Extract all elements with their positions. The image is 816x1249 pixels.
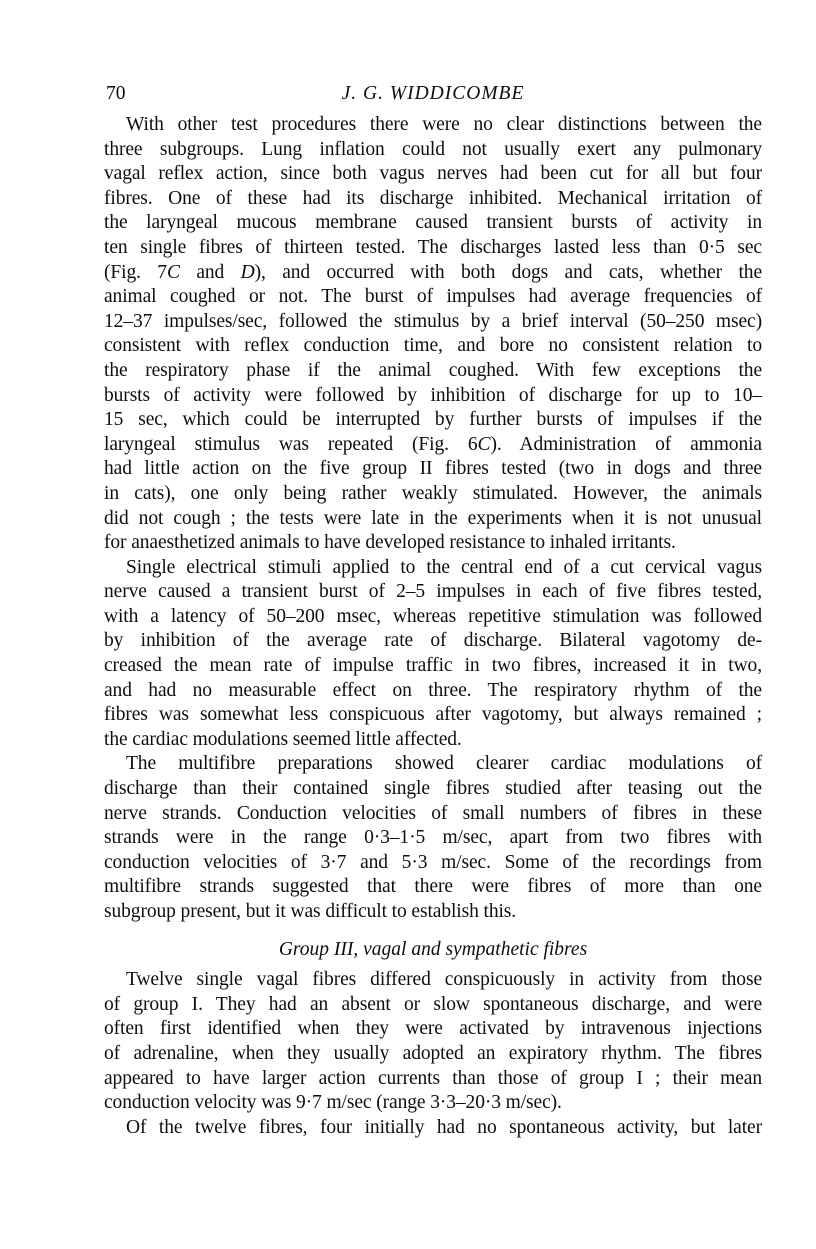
text-line: by inhibition of the average rate of discharge. Bilateral vagotomy de- bbox=[104, 630, 762, 652]
text-line: 15 sec, which could be interrupted by further bursts of impulses if the bbox=[104, 409, 762, 431]
text-line: Single electrical stimuli applied to the central end of a cut cervical vagus bbox=[126, 556, 762, 578]
text-line: Twelve single vagal fibres differed conspicuously in activity from those bbox=[126, 969, 762, 991]
article-body bbox=[104, 113, 762, 1140]
text-line: fibres was somewhat less conspicuous after vagotomy, but always remained ; bbox=[104, 704, 762, 726]
text-line: multifibre strands suggested that there were fibres of more than one bbox=[104, 876, 762, 898]
text-line: 12–37 impulses/sec, followed the stimulus by a brief interval (50–250 msec) bbox=[104, 310, 762, 332]
paragraph bbox=[104, 113, 762, 556]
section-heading: Group III, vagal and sympathetic fibres bbox=[278, 938, 588, 960]
text-line: nerve strands. Conduction velocities of small numbers of fibres in these bbox=[104, 802, 762, 824]
text-line: fibres. One of these had its discharge inhibited. Mechanical irritation of bbox=[104, 187, 762, 209]
paragraph bbox=[104, 968, 762, 1116]
text-line: discharge than their contained single fibres studied after teasing out the bbox=[104, 778, 762, 800]
text-line: the respiratory phase if the animal coughed. With few exceptions the bbox=[104, 359, 762, 381]
text-line: animal coughed or not. The burst of impulses had average frequencies of bbox=[104, 286, 762, 308]
text-line: consistent with reflex conduction time, and bore no consistent relation to bbox=[104, 335, 762, 357]
page-number: 70 bbox=[106, 83, 126, 104]
text-line: three subgroups. Lung inflation could not usually exert any pulmonary bbox=[104, 138, 762, 160]
text-line: the cardiac modulations seemed little affected. bbox=[104, 728, 462, 750]
paragraph bbox=[104, 1116, 762, 1141]
text-line: strands were in the range 0·3–1·5 m/sec, apart from two fibres with bbox=[104, 827, 762, 849]
text-line: did not cough ; the tests were late in the experiments when it is not unusual bbox=[104, 507, 762, 529]
text-line: of group I. They had an absent or slow spontaneous discharge, and were bbox=[104, 993, 762, 1015]
text-line: appeared to have larger action currents than those of group I ; their mean bbox=[104, 1067, 762, 1089]
text-line: in cats), one only being rather weakly stimulated. However, the animals bbox=[104, 482, 762, 504]
text-line: ten single fibres of thirteen tested. The discharges lasted less than 0·5 sec bbox=[104, 236, 762, 258]
text-line: conduction velocity was 9·7 m/sec (range 3·3–20·3 m/sec). bbox=[104, 1092, 562, 1114]
text-line: for anaesthetized animals to have developed resistance to inhaled irritants. bbox=[104, 532, 676, 554]
text-line: of adrenaline, when they usually adopted an expiratory rhythm. The fibres bbox=[104, 1042, 762, 1064]
text-line: with a latency of 50–200 msec, whereas repetitive stimulation was followed bbox=[104, 605, 762, 627]
text-line: nerve caused a transient burst of 2–5 impulses in each of five fibres tested, bbox=[104, 581, 762, 603]
text-line: conduction velocities of 3·7 and 5·3 m/sec. Some of the recordings from bbox=[104, 851, 762, 873]
text-line: and had no measurable effect on three. The respiratory rhythm of the bbox=[104, 679, 762, 701]
text-line: subgroup present, but it was difficult to establish this. bbox=[104, 901, 517, 922]
text-line: the laryngeal mucous membrane caused transient bursts of activity in bbox=[104, 212, 762, 234]
text-line: Of the twelve fibres, four initially had no spontaneous activity, but later bbox=[126, 1116, 762, 1138]
text-line: (Fig. 7C and D), and occurred with both dogs and cats, whether the bbox=[104, 261, 763, 283]
running-head: J. G. WIDDICOMBE bbox=[341, 83, 525, 104]
page-header bbox=[104, 82, 762, 108]
text-line: The multifibre preparations showed clearer cardiac modulations of bbox=[126, 753, 762, 775]
text-line: often first identified when they were activated by intravenous injections bbox=[104, 1018, 762, 1040]
text-line: vagal reflex action, since both vagus nerves had been cut for all but four bbox=[104, 163, 762, 185]
text-line: With other test procedures there were no clear distinctions between the bbox=[126, 114, 762, 135]
text-line: creased the mean rate of impulse traffic in two fibres, increased it in two, bbox=[104, 655, 762, 677]
text-line: bursts of activity were followed by inhibition of discharge for up to 10– bbox=[104, 384, 762, 406]
text-line: laryngeal stimulus was repeated (Fig. 6C). Administration of ammonia bbox=[104, 433, 762, 455]
paragraph bbox=[104, 752, 762, 924]
text-line: had little action on the five group II fibres tested (two in dogs and three bbox=[104, 458, 762, 480]
paragraph bbox=[104, 556, 762, 753]
